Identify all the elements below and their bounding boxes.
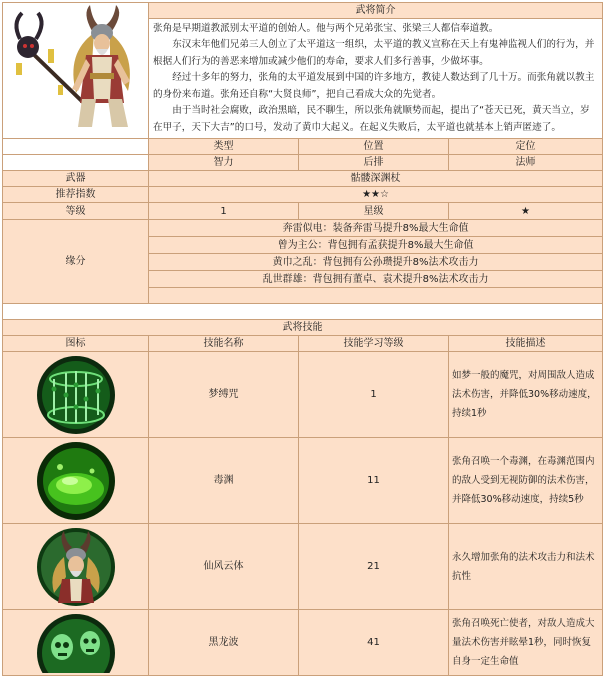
fate-label: 缘分 <box>3 220 149 304</box>
general-info-table <box>2 2 603 676</box>
zhangjiao-portrait-icon <box>36 527 116 607</box>
weapon-label: 武器 <box>3 171 149 187</box>
intro-text <box>149 19 603 139</box>
level-label: 等级 <box>3 203 149 220</box>
skill-desc: 张角召唤一个毒渊，在毒渊范围内的敌人受到无视防御的法术伤害，并降低30%移动速度，持续5秒 <box>449 438 603 524</box>
fate-item: 曾为主公：背包拥有孟获提升8%最大生命值 <box>149 237 603 254</box>
skill-desc: 如梦一般的魔咒，对周围敌人造成法术伤害，并降低30%移动速度，持续1秒 <box>449 352 603 438</box>
skill-desc: 永久增加张角的法术攻击力和法术抗性 <box>449 524 603 610</box>
skill-name: 梦缚咒 <box>149 352 299 438</box>
recommend-stars: ★★☆ <box>149 187 603 203</box>
weapon-value: 骷髅深渊杖 <box>149 171 603 187</box>
attr-value-position: 后排 <box>299 155 449 171</box>
skill-desc: 张角召唤死亡使者，对敌人造成大量法术伤害并眩晕1秒，同时恢复自身一定生命值 <box>449 610 603 676</box>
intro-paragraph: 张角是早期道教派别太平道的创始人。他与两个兄弟张宝、张梁三人都信奉道教。 <box>153 22 499 34</box>
skills-header: 武将技能 <box>3 320 603 336</box>
intro-header: 武将简介 <box>149 3 603 19</box>
fate-item: 乱世群雄：背包拥有董卓、袁术提升8%法术攻击力 <box>149 271 603 288</box>
skill-icon-cell <box>3 438 149 524</box>
attr-value-role: 法师 <box>449 155 603 171</box>
skill-level: 11 <box>299 438 449 524</box>
skill-level: 21 <box>299 524 449 610</box>
level-value: 1 <box>149 203 299 220</box>
fate-item: 奔雷似电：装备奔雷马提升8%最大生命值 <box>149 220 603 237</box>
col-skill-level: 技能学习等级 <box>299 336 449 352</box>
zhangjiao-figure-icon <box>6 3 146 133</box>
attr-label-position: 位置 <box>299 139 449 155</box>
skill-level: 1 <box>299 352 449 438</box>
skill-icon-cell <box>3 524 149 610</box>
intro-paragraph: 由于当时社会腐败，政治黑暗，民不聊生，所以张角就顺势而起，提出了“苍天已死，黄天当立，岁在甲子，天下大吉”的口号，发动了黄巾大起义。在起义失败后，太平道也就基本上销声匿迹了。 <box>153 105 590 133</box>
skill-name: 黑龙波 <box>149 610 299 676</box>
skill-name: 仙风云体 <box>149 524 299 610</box>
col-skill-name: 技能名称 <box>149 336 299 352</box>
blank-cell <box>3 139 149 155</box>
skill-level: 41 <box>299 610 449 676</box>
skull-ghosts-icon <box>36 613 116 673</box>
star-label: 星级 <box>299 203 449 220</box>
poison-pool-icon <box>36 441 116 521</box>
skill-name: 毒渊 <box>149 438 299 524</box>
attr-value-type: 智力 <box>149 155 299 171</box>
fate-blank <box>149 288 603 304</box>
col-icon: 图标 <box>3 336 149 352</box>
general-page <box>2 2 602 676</box>
intro-paragraph: 经过十多年的努力，张角的太平道发展到中国的许多地方，教徒人数达到了几十万。而张角就以教主的身份来布道。张角还自称“大贤良师”，把自己看成大众的先觉者。 <box>153 72 595 100</box>
skill-icon-cell <box>3 610 149 676</box>
chains-icon <box>36 355 116 435</box>
attr-label-role: 定位 <box>449 139 603 155</box>
star-value: ★ <box>449 203 603 220</box>
recommend-label: 推荐指数 <box>3 187 149 203</box>
hero-portrait <box>3 3 149 139</box>
attr-label-type: 类型 <box>149 139 299 155</box>
col-skill-desc: 技能描述 <box>449 336 603 352</box>
blank-cell <box>3 155 149 171</box>
spacer <box>3 304 603 320</box>
fate-item: 黄巾之乱：背包拥有公孙瓒提升8%法术攻击力 <box>149 254 603 271</box>
skill-icon-cell <box>3 352 149 438</box>
intro-paragraph: 东汉末年他们兄弟三人创立了太平道这一组织，太平道的教义宣称在天上有鬼神监视人们的行为，并根据人们行为的善恶来增加或减少他们的寿命，要求人们多行善事，少做坏事。 <box>153 39 595 67</box>
